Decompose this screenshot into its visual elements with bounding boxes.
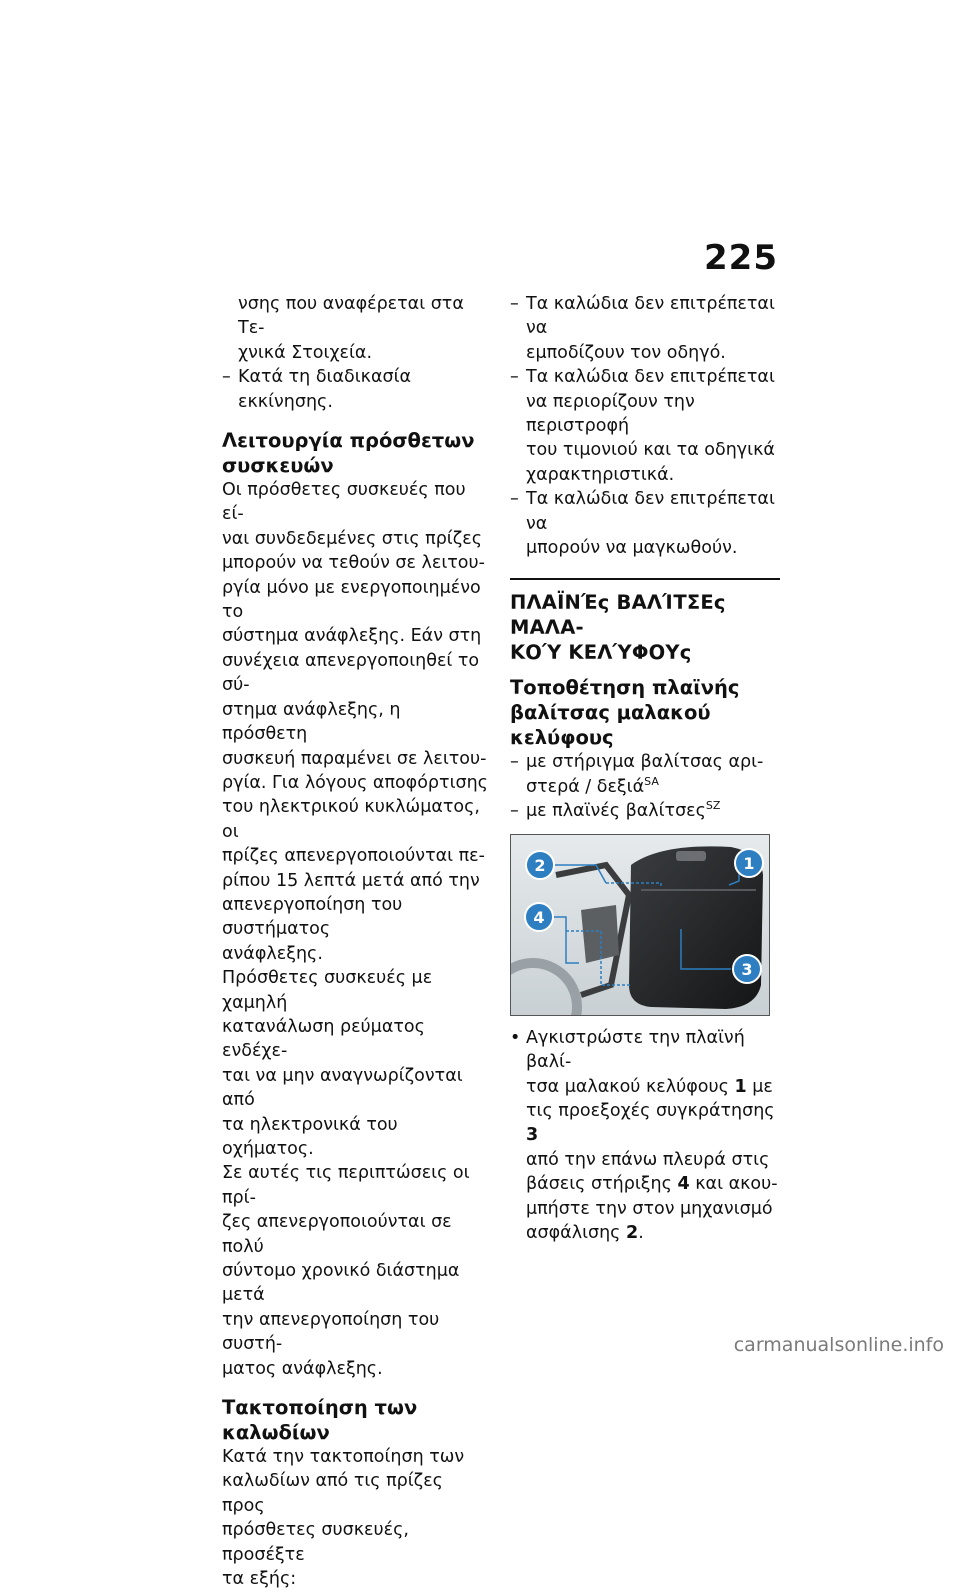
instruction-bullet xyxy=(510,1026,780,1246)
text-line: με στήριγμα βαλίτσας αρι- xyxy=(526,752,764,773)
callout-label-3: 3 xyxy=(741,959,753,979)
text-line: να περιορίζουν την περιστροφή xyxy=(526,391,695,437)
section-title xyxy=(510,590,780,665)
text-line: κατανάλωση ρεύματος ενδέχε- xyxy=(222,1016,425,1062)
text-line: και ακου- xyxy=(695,1174,778,1195)
callout-label-4: 4 xyxy=(533,907,545,927)
text-line: Κατά τη διαδικασία εκκίνησης. xyxy=(238,367,412,412)
option-code: SA xyxy=(644,774,659,788)
text-line: ναι συνδεδεμένες στις πρίζες xyxy=(222,528,482,549)
text-line: απενεργοποίηση του συστήματος xyxy=(222,894,403,940)
paragraph-low-consumption xyxy=(222,966,490,1381)
text-line: χνικά Στοιχεία. xyxy=(238,342,373,363)
text-line: του τιμονιού και τα οδηγικά xyxy=(526,440,775,461)
text-line: Τα καλώδια δεν επιτρέπεται να xyxy=(526,489,775,534)
callout-label-1: 1 xyxy=(743,853,755,873)
text-line: σύστημα ανάφλεξης. Εάν στη xyxy=(222,626,482,647)
dash-mark: – xyxy=(510,752,519,773)
text-line: ματος ανάφλεξης. xyxy=(222,1358,383,1379)
text-line: Τοποθέτηση πλαϊνής xyxy=(510,676,740,700)
text-line: στημα ανάφλεξης, η πρόσθετη xyxy=(222,699,401,745)
text-line: συνέχεια απενεργοποιηθεί το σύ- xyxy=(222,650,480,696)
left-column xyxy=(222,292,490,1592)
text-line: τα εξής: xyxy=(222,1569,297,1590)
text-line: σύντομο χρονικό διάστημα μετά xyxy=(222,1261,460,1306)
text-line: του ηλεκτρικού κυκλώματος, οι xyxy=(222,797,480,842)
watermark-link[interactable]: carmanualsonline.info xyxy=(733,1334,944,1356)
dash-list-item xyxy=(222,365,490,414)
text-line: Οι πρόσθετες συσκευές που εί- xyxy=(222,480,466,525)
subsection-title xyxy=(510,675,780,750)
text-line: βάσεις στήριξης xyxy=(526,1174,672,1195)
rack-shape xyxy=(581,905,619,963)
page-number: 225 xyxy=(704,238,778,278)
continued-text xyxy=(222,292,490,365)
pannier-installation-figure xyxy=(510,834,770,1016)
text-line: πρίζες απενεργοποιούνται πε- xyxy=(222,846,485,867)
dash-list-item xyxy=(510,292,780,365)
text-line: Τα καλώδια δεν επιτρέπεται xyxy=(526,367,775,388)
section-divider xyxy=(510,578,780,580)
dash-list-item xyxy=(510,750,780,799)
text-line: καλωδίων από τις πρίζες προς xyxy=(222,1471,443,1516)
dash-list-item xyxy=(510,365,780,487)
text-line: μπορούν να τεθούν σε λειτου- xyxy=(222,553,485,574)
ref-number: 2 xyxy=(626,1222,639,1243)
right-column xyxy=(510,292,780,1245)
text-line: μπορούν να μαγκωθούν. xyxy=(526,538,738,559)
text-line: ργία. Για λόγους αποφόρτισης xyxy=(222,772,488,793)
text-line: ΠΛΑΪΝΈς ΒΑΛΊΤΣΕς ΜΑΛΑ- xyxy=(510,591,726,640)
callout-badge-2 xyxy=(526,851,554,879)
dash-mark: – xyxy=(510,294,519,314)
text-line: χαρακτηριστικά. xyxy=(526,464,675,485)
text-line: ζες απενεργοποιούνται σε πολύ xyxy=(222,1212,452,1257)
heading-cable-routing: Τακτοποίηση των καλωδίων xyxy=(222,1396,418,1445)
text-line: βαλίτσας μαλακού κελύφους xyxy=(510,701,711,750)
callout-badge-4 xyxy=(525,903,553,931)
text-line: ΚΟΎ ΚΕΛΎΦΟΥς xyxy=(510,641,692,665)
callout-label-2: 2 xyxy=(534,855,546,875)
text-line: . xyxy=(638,1222,644,1243)
text-line: τις προεξοχές συγκράτησης xyxy=(526,1100,775,1121)
ref-number: 3 xyxy=(526,1125,539,1146)
bullet-mark: • xyxy=(510,1027,521,1048)
callout-badge-3 xyxy=(733,955,761,983)
text-line: Σε αυτές τις περιπτώσεις οι πρί- xyxy=(222,1163,470,1208)
text-line: με xyxy=(752,1076,773,1097)
text-line: συσκευών xyxy=(222,454,334,478)
heading-accessory-operation xyxy=(222,428,490,478)
dash-mark: – xyxy=(510,489,519,510)
dash-list-item xyxy=(510,487,780,560)
text-line: μπήστε την στον μηχανισμό xyxy=(526,1198,773,1219)
text-line: νσης που αναφέρεται στα Τε- xyxy=(238,294,464,339)
text-line: ασφάλισης xyxy=(526,1222,621,1243)
text-line: πρόσθετες συσκευές, προσέξτε xyxy=(222,1520,409,1565)
text-line: Πρόσθετες συσκευές με χαμηλή xyxy=(222,968,433,1013)
text-line: ρίπου 15 λεπτά μετά από την xyxy=(222,870,480,891)
text-line: Κατά την τακτοποίηση των xyxy=(222,1447,465,1468)
dash-mark: – xyxy=(510,801,519,822)
text-line: Λειτουργία πρόσθετων xyxy=(222,429,475,453)
text-line: την απενεργοποίηση του συστή- xyxy=(222,1309,440,1355)
text-line: ργία μόνο με ενεργοποιημένο το xyxy=(222,577,481,623)
text-line: ται να μην αναγνωρίζονται από xyxy=(222,1065,463,1111)
text-line: εμποδίζουν τον οδηγό. xyxy=(526,342,726,363)
text-line: ανάφλεξης. xyxy=(222,943,323,964)
text-line: συσκευή παραμένει σε λειτου- xyxy=(222,748,487,769)
dash-list-item xyxy=(510,799,780,823)
text-line: Αγκιστρώστε την πλαϊνή βαλί- xyxy=(526,1027,745,1073)
pannier-handle-shape xyxy=(676,851,706,861)
ref-number: 1 xyxy=(734,1076,747,1097)
text-line: στερά / δεξιά xyxy=(526,776,645,797)
option-code: SZ xyxy=(705,799,721,813)
dash-mark: – xyxy=(222,367,231,388)
text-line: τσα μαλακού κελύφους xyxy=(526,1076,729,1097)
pannier-illustration xyxy=(511,835,769,1015)
text-line: από την επάνω πλευρά στις xyxy=(526,1149,770,1170)
text-line: Τα καλώδια δεν επιτρέπεται να xyxy=(526,294,775,339)
dash-mark: – xyxy=(510,367,519,388)
callout-badge-1 xyxy=(735,849,763,877)
text-line: με πλαϊνές βαλίτσες xyxy=(526,801,706,822)
paragraph-accessories xyxy=(222,478,490,966)
paragraph-cable-routing xyxy=(222,1445,490,1591)
ref-number: 4 xyxy=(677,1174,690,1195)
text-line: τα ηλεκτρονικά του οχήματος. xyxy=(222,1114,398,1159)
